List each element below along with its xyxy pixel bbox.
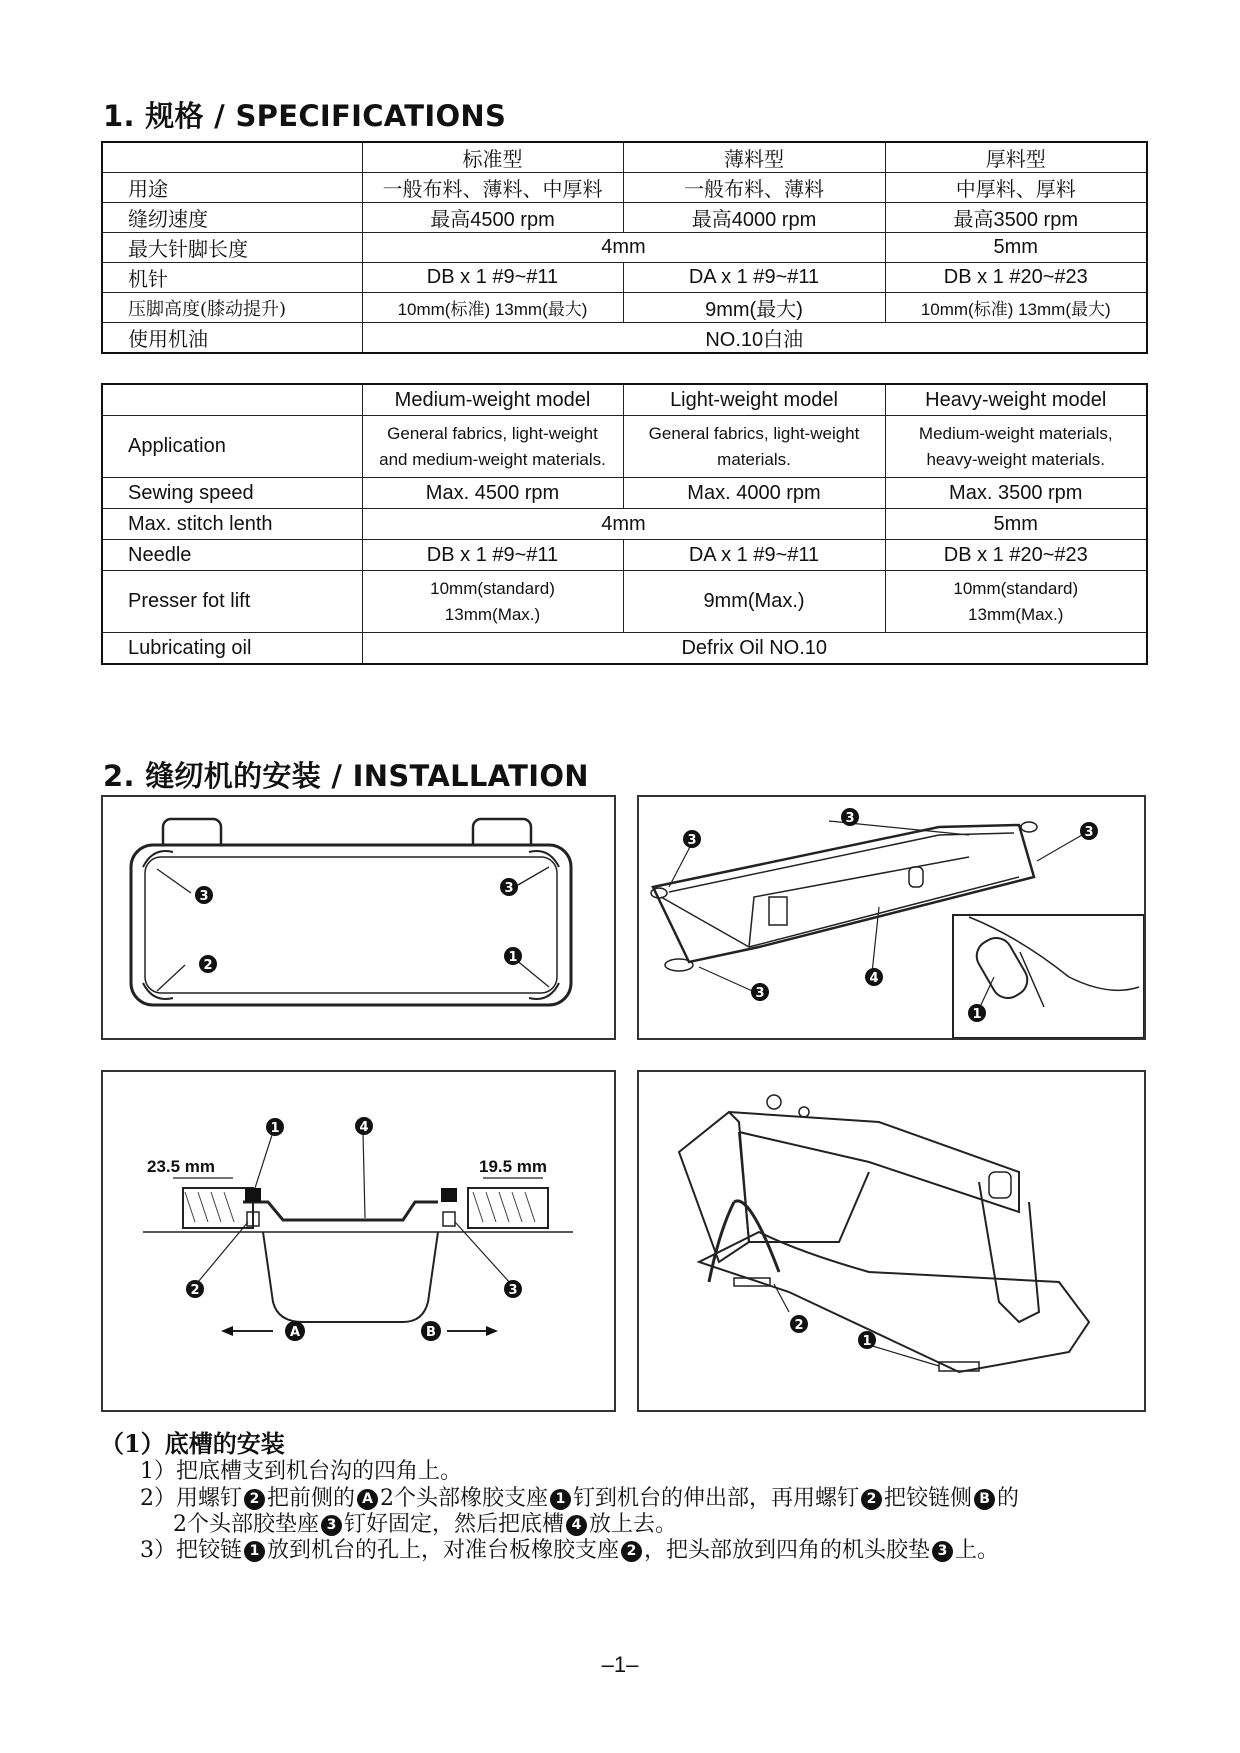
table-cell: Max. 4000 rpm [623,478,885,509]
column-header: 厚料型 [885,142,1147,173]
table-cell: DA x 1 #9~#11 [623,263,885,293]
step-3 [140,1533,999,1564]
table-cell: 9mm(最大) [623,293,885,323]
marker-3 [751,983,769,1001]
svg-text:B: B [426,1325,436,1340]
svg-text:3: 3 [1084,825,1094,840]
column-header: 薄料型 [623,142,885,173]
marker-1 [858,1331,876,1349]
column-header: 标准型 [362,142,623,173]
svg-text:1: 1 [508,950,518,965]
table-cell: 最高4500 rpm [362,203,623,233]
row-label: 压脚高度(膝动提升) [102,293,362,323]
table-cell: 5mm [885,233,1147,263]
column-header: Heavy-weight model [885,384,1147,416]
marker-3 [195,886,213,904]
row-label: Sewing speed [102,478,362,509]
step-text: 钉好固定，然后把底槽 [344,1512,565,1537]
sewing-machine-illustration [639,1072,1144,1410]
oil-pan-top-illustration [103,797,614,1038]
row-label: 使用机油 [102,323,362,354]
table-row [102,142,1147,173]
cell-line: General fabrics, light-weight [387,423,598,443]
table-cell: 10mm(标准) 13mm(最大) [885,293,1147,323]
table-cell: DB x 1 #9~#11 [362,540,623,571]
marker-1: 1 [550,1489,571,1510]
column-header: Light-weight model [623,384,885,416]
table-cell: Defrix Oil NO.10 [362,633,1147,665]
marker-3 [500,878,518,896]
marker-2 [790,1315,808,1333]
marker-2: 2 [861,1489,882,1510]
svg-text:3: 3 [199,889,209,904]
spec-table-english [101,383,1148,665]
table-row [102,633,1147,665]
step-text: 2个头部胶垫座 [173,1512,319,1537]
page-number: –1– [601,1652,639,1677]
table-row [102,384,1147,416]
header-empty [102,142,362,173]
header-empty [102,384,362,416]
row-label: Lubricating oil [102,633,362,665]
figure-table-perspective [637,795,1146,1040]
table-cell: DB x 1 #9~#11 [362,263,623,293]
marker-4 [865,968,883,986]
dimension-left: 23.5 mm [147,1157,216,1176]
svg-text:3: 3 [755,986,765,1001]
svg-text:3: 3 [687,833,697,848]
step-text: 3）把铰链 [140,1538,242,1563]
table-cell [885,571,1147,633]
svg-text:1: 1 [270,1121,280,1136]
table-row [102,173,1147,203]
marker-3: 3 [932,1541,953,1562]
cell-line: and medium-weight materials. [379,449,606,469]
table-cell: Max. 3500 rpm [885,478,1147,509]
marker-3 [683,830,701,848]
table-row [102,509,1147,540]
marker-4 [355,1117,373,1135]
table-cell: 一般布料、薄料、中厚料 [362,173,623,203]
table-row [102,540,1147,571]
step-text: 钉到机台的伸出部，再用螺钉 [573,1486,860,1511]
row-label: 最大针脚长度 [102,233,362,263]
svg-text:3: 3 [508,1283,518,1298]
table-row [102,233,1147,263]
svg-text:4: 4 [869,971,879,986]
table-cell [362,571,623,633]
table-cell: 10mm(标准) 13mm(最大) [362,293,623,323]
table-row [102,478,1147,509]
table-cell: NO.10白油 [362,323,1147,354]
table-perspective-illustration [639,797,1144,1038]
steps-title: （1）底槽的安装 [100,1429,285,1458]
step-text: 把铰链侧 [884,1486,973,1511]
section-title-specifications: 1. 规格 / SPECIFICATIONS [103,99,507,133]
row-label: Max. stitch lenth [102,509,362,540]
svg-text:3: 3 [504,881,514,896]
row-label: Application [102,416,362,478]
cell-line: 13mm(Max.) [968,604,1064,624]
marker-2 [186,1280,204,1298]
table-cell: 一般布料、薄料 [623,173,885,203]
row-label: 用途 [102,173,362,203]
table-cell: 9mm(Max.) [623,571,885,633]
row-label: Presser fot lift [102,571,362,633]
marker-a [285,1321,305,1341]
marker-1 [968,1004,986,1022]
figure-sewing-machine [637,1070,1146,1412]
cell-line: General fabrics, light-weight [648,423,860,443]
step-text: 放到机台的孔上，对准台板橡胶支座 [267,1538,620,1563]
svg-text:1: 1 [862,1334,872,1349]
step-text: 2）用螺钉 [140,1486,242,1511]
marker-3 [1080,822,1098,840]
marker-2: 2 [244,1489,265,1510]
table-row [102,263,1147,293]
cell-line: Medium-weight materials, [918,423,1113,443]
table-row [102,203,1147,233]
row-label: 缝纫速度 [102,203,362,233]
table-row [102,293,1147,323]
step-text: 2个头部橡胶支座 [380,1486,549,1511]
svg-text:4: 4 [359,1120,369,1135]
figure-cross-section [101,1070,616,1412]
table-cell [362,416,623,478]
marker-4: 4 [566,1515,587,1536]
table-cell: 最高3500 rpm [885,203,1147,233]
table-row [102,571,1147,633]
step-text: 的 [997,1486,1020,1511]
cross-section-illustration [103,1072,614,1410]
step-text: ，把头部放到四角的机头胶垫 [644,1538,931,1563]
marker-2 [199,955,217,973]
table-cell: 中厚料、厚料 [885,173,1147,203]
marker-1: 1 [244,1541,265,1562]
table-cell: DA x 1 #9~#11 [623,540,885,571]
step-text: 放上去。 [589,1512,678,1537]
marker-a: A [357,1489,378,1510]
cell-line: 10mm(standard) [430,578,555,598]
row-label: Needle [102,540,362,571]
svg-text:A: A [289,1325,301,1340]
marker-b [421,1321,441,1341]
figure-oil-pan-top-view [101,795,616,1040]
cell-line: heavy-weight materials. [926,449,1106,469]
step-text: 1）把底槽支到机台沟的四角上。 [140,1459,462,1484]
marker-b: B [974,1489,995,1510]
table-cell: 最高4000 rpm [623,203,885,233]
step-text: 把前侧的 [267,1486,356,1511]
svg-text:2: 2 [190,1283,200,1298]
spec-table-chinese [101,141,1148,354]
marker-3 [841,808,859,826]
column-header: Medium-weight model [362,384,623,416]
marker-2: 2 [621,1541,642,1562]
table-cell: DB x 1 #20~#23 [885,263,1147,293]
step-text: 上。 [955,1538,1000,1563]
table-cell [623,416,885,478]
marker-3 [504,1280,522,1298]
table-cell: 4mm [362,233,885,263]
dimension-right: 19.5 mm [479,1157,548,1176]
table-cell: DB x 1 #20~#23 [885,540,1147,571]
svg-text:2: 2 [203,958,213,973]
table-cell: 5mm [885,509,1147,540]
table-cell [885,416,1147,478]
table-row [102,416,1147,478]
section-title-installation: 2. 缝纫机的安装 / INSTALLATION [103,759,589,793]
cell-line: materials. [717,449,791,469]
table-cell: 4mm [362,509,885,540]
marker-1 [504,947,522,965]
table-cell: Max. 4500 rpm [362,478,623,509]
cell-line: 13mm(Max.) [444,604,541,624]
svg-text:2: 2 [794,1318,804,1333]
svg-text:1: 1 [972,1007,982,1022]
marker-1 [266,1118,284,1136]
row-label: 机针 [102,263,362,293]
table-row [102,323,1147,354]
svg-text:3: 3 [845,811,855,826]
cell-line: 10mm(standard) [953,578,1079,598]
marker-3: 3 [321,1515,342,1536]
